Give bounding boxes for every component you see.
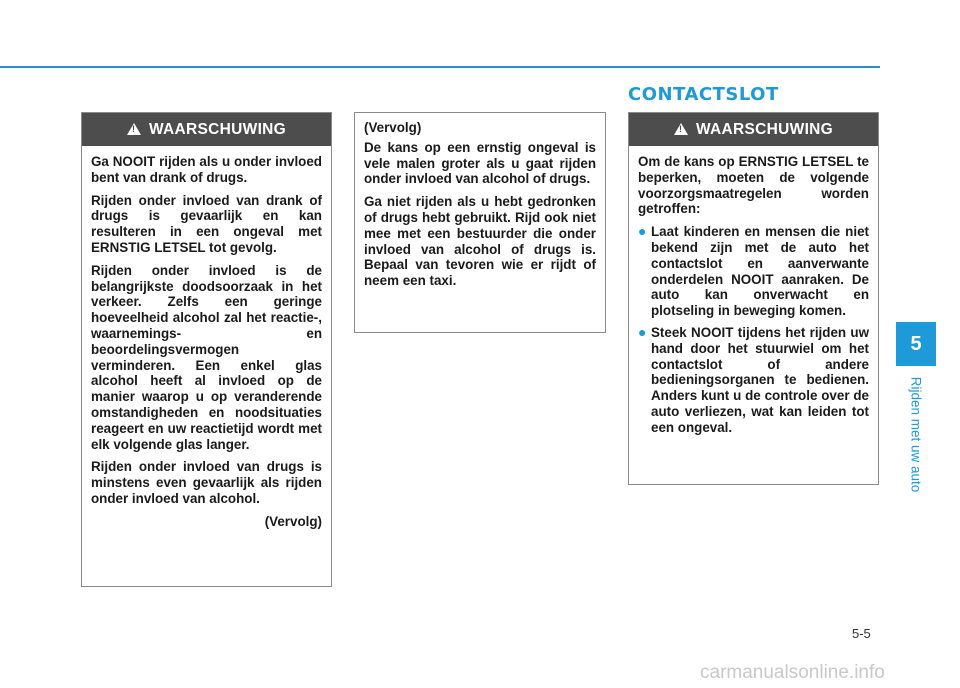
warning-header-label: WAARSCHUWING: [148, 120, 287, 138]
continued-body: [355, 113, 605, 304]
warning-box-continued: [354, 112, 606, 333]
warning-body: [82, 146, 331, 538]
top-divider: [0, 66, 880, 68]
list-item: [638, 224, 869, 319]
warning-intro: Om de kans op ERNSTIG LETSEL te beperken, moeten de volgende voorzorgsmaatregelen worden getroffen:: [638, 154, 869, 217]
watermark: carmanualsonline.info: [700, 662, 885, 683]
warning-box-alcohol: [81, 112, 332, 587]
warning-body: [629, 146, 878, 450]
warning-list: [638, 224, 869, 435]
bullet-dot-icon: ●: [638, 223, 647, 240]
section-title: CONTACTSLOT: [628, 84, 779, 105]
warning-header-label: WAARSCHUWING: [695, 120, 834, 138]
continued-heading: (Vervolg): [364, 120, 422, 135]
chapter-tab: 5: [896, 322, 936, 366]
warning-header: [82, 113, 331, 146]
bullet-dot-icon: ●: [638, 323, 647, 340]
warning-header: [629, 113, 878, 146]
warning-paragraph: Rijden onder invloed van drank of drugs is gevaarlijk en kan resulteren in een ongeval met ERNSTIG LETSEL tot gevolg.: [91, 192, 322, 255]
warning-paragraph: Rijden onder invloed is de belangrijkste doodsoorzaak in het verkeer. Zelfs een geringe hoeveelheid alcohol zal het reactie-, waarnemings- en beoordelingsvermogen verminderen. Een enkel glas alcohol heeft al invloed op de manier waarop u op veranderende omstandigheden en noodsituaties reageert en uw reactietijd wordt met elk volgende glas langer.: [91, 262, 322, 452]
warning-triangle-icon: [674, 123, 688, 135]
chapter-title: Rijden met uw auto: [908, 376, 924, 492]
continued-paragraph: Ga niet rijden als u hebt gedronken of drugs hebt gebruikt. Rijd ook niet mee met een bestuurder die onder invloed van alcohol of drugs is. Bepaal van tevoren wie er rijdt of neem een taxi.: [364, 194, 596, 289]
list-item-text: Laat kinderen en mensen die niet bekend zijn met de auto het contactslot en aanverwante onderdelen NOOIT aanraken. De auto kan onverwacht en plotseling in beweging komen.: [651, 224, 869, 319]
chapter-side-label: [897, 372, 935, 496]
continued-label: (Vervolg): [264, 513, 322, 529]
page-number: 5-5: [852, 626, 871, 641]
warning-triangle-icon: [127, 123, 141, 135]
warning-paragraph: Rijden onder invloed van drugs is minstens even gevaarlijk als rijden onder invloed van alcohol.: [91, 459, 322, 506]
list-item: [638, 325, 869, 436]
continued-paragraph: De kans op een ernstig ongeval is vele malen groter als u gaat rijden onder invloed van alcohol of drugs.: [364, 139, 596, 187]
list-item-text: Steek NOOIT tijdens het rijden uw hand door het stuurwiel om het contactslot of andere bedieningsorganen te bedienen. Anders kunt u de controle over de auto verliezen, wat kan leiden tot een ongeval.: [651, 324, 869, 435]
warning-paragraph: Ga NOOIT rijden als u onder invloed bent van drank of drugs.: [91, 154, 322, 185]
warning-box-ignition: [628, 112, 879, 485]
